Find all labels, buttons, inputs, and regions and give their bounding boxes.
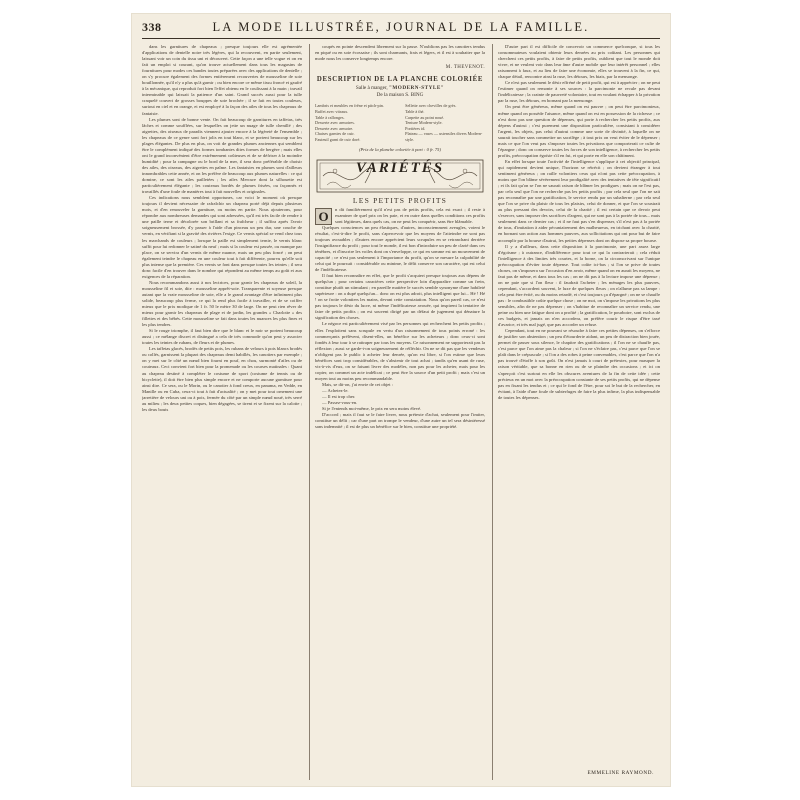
legend-item: Lambris et meubles en frêne et pitch-pin. [315,103,384,109]
varietes-banner [315,157,485,195]
author-signature: M. THEVENOT. [445,65,485,71]
column-divider [309,44,310,780]
paragraph: coupés en pointe descendent librement sur la passe. N'oublions pas les canotiers tendus en piqué ou en soie écossaise ; ils sont charmants, frais et légers, et il est à souhaiter que la mode nous les conserve longtemps encore. [315,44,485,62]
journal-title: LA MODE ILLUSTRÉE, JOURNAL DE LA FAMILLE. [212,20,590,34]
paragraph: Il faut bien reconnaître en effet, que le profit s'acquiert presque toujours aux dépens de quelqu'un ; pour certains caractères cette perspective loin d'apparaître comme un frein, constitue plutôt un stimulant ; en pareille matière le succès semble synonyme d'une habileté supérieure : on a dupé quelqu'un... donc on est plus adroit, plus intelligent que lui... Hé ! Hé ! on se frotte volontiers les mains, devant cette constatation. Nous qu'on pareil cas, ce n'est pas toujours le désir du lucre, ni même l'indélicatesse avouée, qui inspirent la tentative de faire de petits profits ; on est souvent dirigé par un défaut de jugement qui dénature la signification des choses. [315,273,485,321]
plate-legend [315,103,485,142]
legend-right [405,103,485,142]
paragraph: Les taffetas glacés, brodés de petits pois, les rubans de velours à pois blancs brodés ou collés, garnissent la plupart des chapeaux demi habillés, les canotiers par exemple ; on y met sur le côté un nœud bien fourni en pouf, en chou, surmonté d'ailes ou de couteaux. Ceci convient fort bien pour la promenade ou les courses matinales : Quant au chapeau destiné à compléter le costume de sport (costume de tennis ou de bicyclette), il doit être bien plus simple encore et ne comporte aucune garniture pour ainsi dire. Ce sera, ou le Morin, ou le canotier à fond creux, en panama, en Vedde, en Manille ou en Cuba, ceux-ci tout à fait d'actualité ; on y met pour tout ornement une jarretière de velours uni ou à pois, fermée du côté par un simple nœud noué, très serré au milieu ; les deux petites coques, bien dégagées, se tirent et se fixent sur la calotte ; les deux bouts [142,346,302,412]
section-title: DESCRIPTION DE LA PLANCHE COLORIÉE [316,76,484,84]
legend-item: Sellette avec chevilles de grès. [405,103,457,109]
legend-item: Desserte avec armoires. [315,120,355,126]
paragraph: Cependant, tout en ne pouvant se résoudre à faire ces petites dépenses, on s'efforce de justifier son abstention ; un peu d'étourderie aidant, un peu de distraction bien jouée, permet de passer sous silence, le chapitre des gratifications ; il l'on ne se chauffe pas, c'est parce que l'on aime pas la chaleur ; si l'on ne s'éclaire pas, c'est parce que l'on se plaît dans le crépuscule ; si l'on a des robes à peine convenables, c'est parce que l'on n'a pas trouvé d'étoffe à son goût. On n'est jamais à court de prétextes, pour masquer la raison véritable, que sa bonne en rien ou de se plaindre des occasions ; et ici on s'aperçoit c'est surtout en elle les obscures aventures de la fin de cette idée ; cette précieux en un mot avec la préoccupation constante de ses petits profits, qui ne dépense pas en fixant les tendus et ; ce qui le fond de l'être, pour soi le but de la rechercher, en évitant, à l'aide d'une foule de subterfuges de faire la plus infime, la plus indispensable de toutes les dépenses. [498,328,660,400]
column-1 [142,44,302,780]
subtitle-prefix: Salle à manger, [355,85,388,92]
dialogue-line: — Il est trop cher. [322,394,356,400]
paragraph: Ces indications nous semblent opportunes, car voici le moment où presque toujours il devient nécessaire de rafraîchir un chapeau porté déjà depuis plusieurs mois, et d'en renouveler la garniture, ou moins en partie. Nous ajouterons, pour répondre aux nombreuses demandes qui sont adressées, qu'il est très facile de rendre à une paille terne et décolorée son brillant et sa fraîcheur ; il suffira après l'avoir soigneusement brossée, d'y passer à l'aide d'un pinceau un peu dur, une couche de vernis, en vérifiant si la gravité des rivières l'exige. Ce vernis spécial se vend chez tous les marchands de couleurs ; lorsque la paille est simplement ternie, le vernis blanc suffit pour lui redonner le satiné du neuf ; mais si la couleur est passée, ou manque par place, on se servira d'un vernis de même nuance, mais un peu plus foncé ; on peut également teindre le chapeau en une couleur tout à fait différente, pourvu qu'elle soit plus intense que la première. Ces vernis se font dans presque toutes les teintes ; il sera donc facile d'en trouver dans le nombre qui répondent au même temps au goût et aux exigences de la réparation. [142,195,302,279]
dropcap-letter: O [315,208,332,225]
dialogue-line: — Passez-vous-en. [322,400,358,406]
legend-item: Plateau — vases — ustensiles divers Modern-style. [405,131,483,142]
plate-price-note: (Prix de la planche coloriée à part : 0 fr. 75) [358,147,442,153]
paragraph: n dit familièrement qu'il n'est pas de petits profits, cela est exact ; il reste à examiner de quel prix on les paie, et en outre dans quelles conditions ces profits sont légitimes, dans quels cas, on ne peut les conquérir, sans être blâmable. [335,206,485,224]
legend-item: Portières id. [405,125,426,131]
legend-item: Fauteuil garni de cuir doré. [315,136,361,142]
paragraph: Les plumes sont de bonne vente. On fait beaucoup de garnitures en taffetas, très lâches et comme soufflées, sur lesquelles on jette un nuage de tulle chenillé ; des aigrettes, des oiseaux de paradis viennent ajouter encore à la légèreté de l'ensemble ; les chapeaux de ce genre sont fort jolis en tout blanc, et se portent beaucoup sur les plages élégantes. De plus en plus, on voit de grandes plumes anciennes qui semblent être le complément indiqué des formes tombantes dites formes de bergère ; mais elles ont le grand inconvénient d'être extrêmement coûteuses et de se défriser à la moindre humidité ; pour la campagne ou le bord de la mer, il sera donc préférable de choisir des ailes, des oiseaux, des aigrettes en palme. Les fantaisies en plumes sont d'ailleurs innombrables cette année, et on les préfère de beaucoup aux plumes naturelles : ce qui domine, ce sont les ailes pailletées ; les ailes Mercure dont la silhouette est particulièrement élégante ; les couteaux bordés de plumes frisées, ou façonnés et travaillés d'une foule de manières tout à fait nouvelles et originales. [142,116,302,195]
legend-item: Table à rallonges. [315,114,345,120]
dialogue-line: — Achetez-le. [322,387,349,393]
article-body [315,207,485,431]
column-divider [492,44,493,780]
paragraph: Quelques consciences un peu élastiques, d'autres, inconsciemment aveugles, voient le résultat, c'est-à-dire le profit, sans s'apercevoir que les moyens de l'atteindre ne sont pas toujours avouables ; d'autres encore apprécient leurs scrupules en se retranchant derrière l'insignifiance du profit ; pour tout le monde, il est bon d'introduire un peu de clarté dans ces ténèbres, et d'inscrire les voiles dont on s'enveloppe, ce qui en somme est un mouvement de capacité ; ce n'est pas seulement à l'importance du profit, qu'on se mesure la culpabilité de celui qui le poursuit : considérable ou minime, le délit conserve son caractère, qui est celui de l'indélicatesse. [315,224,485,273]
legend-item: Desserte avec armoire. [315,125,354,131]
legend-left [315,103,395,142]
legend-item: Table à thé. [405,108,425,114]
page-number: 338 [142,20,162,34]
column-2 [315,44,485,780]
paragraph: Il y a d'ailleurs, dans cette disposition à la parcimonie, une part assez large d'égoïsme ; à outrance, d'indifférence pour tout ce qui la contrarierait ; cela réduit l'intelligence à des limites très courtes, et la borne, on la circonscrivant sur l'unique préoccupation d'éviter toute dépense. Tout coûte ici-bas ; si l'on se prive de toutes choses, on s'imposera sur l'occasion d'en avoir, même quand on en aurait les moyens, ne faut pas de même, et dans tous les cas ; on ne dit pas à la lecture impose une dépense ; on ne paie que si l'on fleur : il faudrait l'acheter ; les ménages les plus pauvres, cependant, s'accordent souvent, le luxe de quelques fleurs ; on n'allume pas sa lampe : cela peut être évité, ou du moins retardé, et c'est toujours ça d'épargné ; on ne se chauffe pas : le combustible coûte quelque chose ; on ne mot, on s'impose les privations les plus sensibles, afin de ne pas dépenser ; on s'habitue de reconnaître un service rendu, une peine ou bien une fatigue dont on a profité ; la gratification, le pourboire, sont exclus de ces budgets, et jamais on n'en accordera, on préfère courir le risque d'être taxé d'avarice, et très mal jugé, que pas accorder un refuse. [498,243,660,328]
legend-item: Carpette au point noué. [405,114,445,120]
paragraph: Si je l'entends moi-même, le prix en sera moins élevé. [322,406,422,412]
paragraph: Mais, se dit-on, j'ai envie de cet objet : [322,381,393,387]
paragraph: Le négoce est particulièrement visé par les personnes qui recherchent les petits profits ; elles l'exploitent sans scrupule en vertu d'un raisonnement de tous points erroné : les commerçants prélèvent, disent-elles, un bénéfice sur les acheteurs ; donc ceux-ci sont fondés à leur tour à se rattraper par tous les moyens. Ce raisonnement ne supporterait pas la réflexion ; aussi se garde-t-on soigneusement de réfléchir. On ne se dit pas que les vendeurs n'obligent pas le public à acheter leur denrée, qu'on est libre, si l'on estime que leurs bénéfices sont trop considérables, de s'abstenir de tout achat ; tandis qu'en usant de ruse, vis-à-vis d'eux, on se faisant livrer des modèles, non pas pour les acheter, mais pour les copier, on commet un acte indélicat ; ce peut être la source d'un petit profit ; mais c'est un moyen tout au moins peu recommandable. [315,321,485,381]
paragraph: Ce n'est pas seulement le désir effréné de petit profit, qui est à apprécier ; on ne peut l'estimer quand on remonte à ses sources : la parcimonie ne recule pas devant l'indélicatesse ; la crainte de pauvreté volontaire, tout en voulant échapper à la privation par la ruse, les détours, en bornant par la mensonge. [498,80,660,104]
magazine-page [132,14,670,786]
paragraph: D'autre part il est difficile de concevoir un commerce quelconque, si tous les consommateurs voulaient obtenir leurs denrées au prix coûtant. Les personnes qui cherchent ces petits profits, à faire de petits profits, oublient que tout le monde doit vivre, et ne veulent voir dans leur âme d'autre mobile que leur intérêt personnel ; elles raisonnent à faux, et au lieu de faire une économie, elles se trouvent à la fin, ce qui, chaque détail, rencontre ainsi la ruse, les détours, les biais, par la mensonge. [498,44,660,80]
section-house: De la maison S. BING [376,92,424,99]
page-header [142,16,660,39]
legend-item: Tenture Modern-style. [405,120,443,126]
legend-item: Chaises garnies de cuir. [315,131,355,137]
paragraph: Si le rouge triomphe, il faut bien dire que le blanc et le noir se portent beaucoup aussi ; ce mélange discret et distingué a cela de très commode qu'on peut y associer toutes les teintes de rubans, de fleurs et de plumes. [142,328,302,346]
column-3 [498,44,660,766]
paragraph: D'accord ; mais il faut se le faire livrer, nous prétexte d'achat, seulement pour l'imiter, constitue un délit ; car d'une part on trompe le vendeur, d'une autre un tel sera désintéressé sans indemnité ; il est de plus un bénéfice sur le bien, constitue une propriété. [315,412,485,430]
paragraph: On peut être généreux, même quand on est pauvre ; on peut être parcimonieux, même quand on possède l'aisance, même quand on est en possession de la richesse ; ce n'est donc pas une question de dépenses, qui porte à rechercher les petits profits, aux dépens d'autrui ; c'est purement une disposition particulière, consistant à considérer l'argent, les objets, pas celui d'autrui comme une sorte de divinité, à laquelle on ne saurait toucher sans commettre un sacrilège ; à tout prix on veut éviter de le dépenser ; mais ce que l'on veut pas s'imposer toutes les privations que comporterait ce culte de l'épargne ; donc on conserve toutes les forces de son intelligence, à rechercher les petits profits, préoccupation égoïste s'il en fut, et qui porte en elle son châtiment. [498,104,660,158]
article-title: LES PETITS PROFITS [352,195,448,205]
paragraph: Nous recommandons aussi à nos lectrices, pour garnir les chapeaux de soleil, la mousseline fil et soie, dite : mousseline apprêt-soie. Transparente et soyeuse presque autant que la vraie mousseline de soie, elle a le grand avantage d'être infiniment plus solide, beaucoup plus ferme, ce qui la rend plus facile à travailler, et de se coiffer mieux que le prix modique de 1 fr. 50 le mètre 30 de large. On ne peut rien rêver de mieux pour garnir les chapeaux de plage et de jardin, les grandes « Charlotte » des fillettes et des bébés. Cette mousseline se fait dans toutes les nuances les plus fines et les plus tendres. [142,279,302,328]
section-subtitle [315,85,485,91]
legend-item: Buffet avec vitraux. [315,108,349,114]
subtitle-style-name: "MODERN-STYLE" [389,85,445,92]
author-signature: EMMELINE RAYMOND. [587,770,654,776]
banner-title: VARIÉTÉS [355,159,445,176]
paragraph: dans les garnitures de chapeaux ; presque toujours elle est agrémentée d'applications de dentelle noire très légères, qui la recouvrent, en partie seulement, laissant voir un coin du tissu uni et découvert. Cette façon a une telle vogue et on en fait un emploi si courant, qu'on trouve actuellement dans tous les magasins de fournitures pour modes ces bandes toutes préparées avec des applications de dentelle ; on s'y procure également des formes entièrement recouvertes de mousseline de soie bouillonnée, qu'il n'y a plus qu'à garnir ; ou bien encore ce même tissu froncé et gaufré à la mécanique, qui reproduit fort bien l'effet obtenu en le coulissant à la main ; travail interminable qui laissait la patience d'un saint. Grand succès aussi pour la tulle craquelé couvert de grosses bouppes de soie brochée ; il se fait en toutes couleurs, surtout en ciel et en orange, et est employé à la façon des ailes de tous les chapeaux de fantaisie. [142,44,302,116]
paragraph: En effet lorsque toute l'activité de l'intelligence s'applique à cet objectif principal, qui rapidement devient unique, l'horizon se rétrécit ; on devient étranger à tout sentiment généreux ; on raille volontiers ceux qui n'ont pas cette préoccupation, à moins que l'on blâme sévèrement leur prodigalité avec des tentatives de tête significatif ; et ils fait qu'on se l'on ne saurait raison de blâmer les prodigues ; mais on ne l'est pas, par cela seul que l'on ne recherche pas les petits profits ; par cela seul que l'on ne sait pas reconnaître par une gratification, le service rendu par un subalterne ; par cela seul que l'on se prive du plaisir de tous les plaisirs, celui de donner, et que l'on se soustrait au plus pressant des devoirs, celui de la charité ; il est certain que ce devoir peut s'exercer, sans imposer des sacrifices d'argent, qui ne sont pas à la portée de tous... mais seulement dans ce dernier cas ; et il ne faut pas s'en dispenser, s'il n'est pas à la portée de tous, d'imitation à aider pécuniairement des malheureux, en trichant avec la charité, en bornant son action aux hommes pauvres, aux sollicitations qui ont pour but de faire accomplir par la bourse d'autrui, les petites dépenses dont on dispose sa propre bourse. [498,158,660,243]
